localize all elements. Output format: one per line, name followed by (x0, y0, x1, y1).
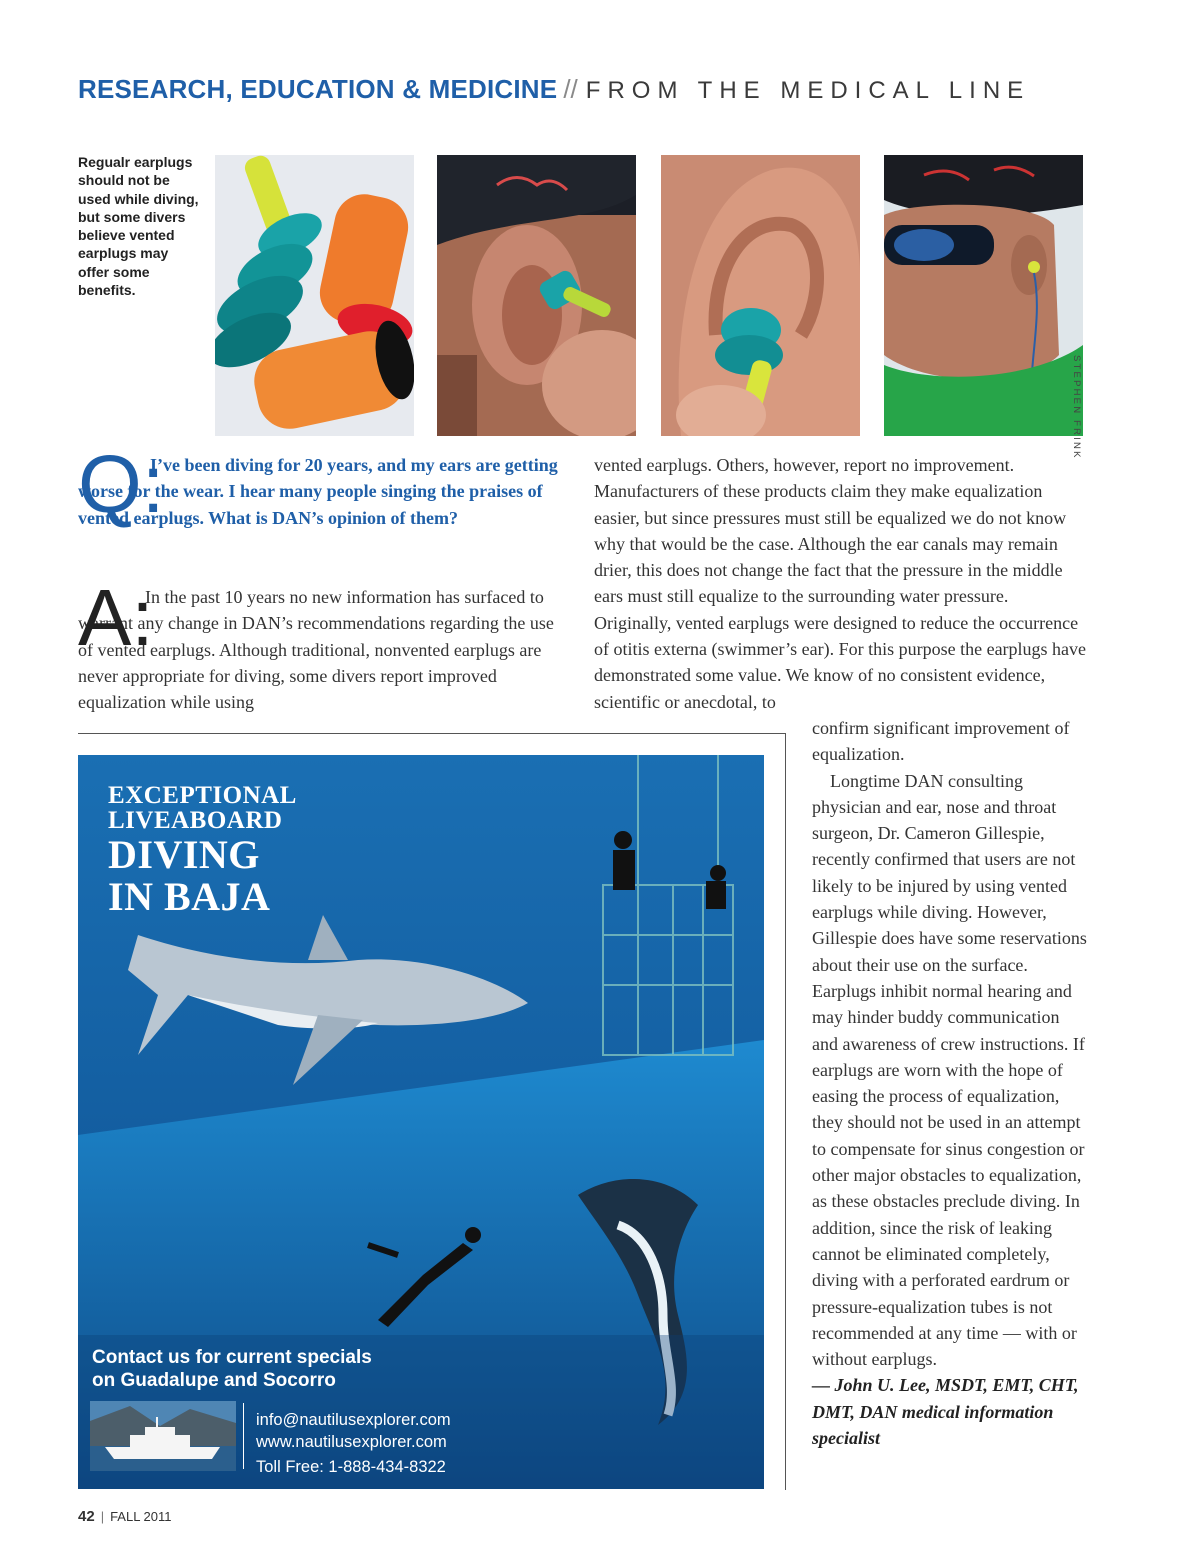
subsection-title: FROM THE MEDICAL LINE (585, 77, 1031, 104)
page-number: 42 (78, 1508, 95, 1525)
ad-headline-line2: LIVEABOARD (108, 807, 283, 834)
ad-headline-line4: IN BAJA (108, 874, 271, 919)
ad-border-right (785, 733, 786, 1490)
photo-caption: Regualr earplugs should not be used while diving, but some divers believe vented earplugs may offer some benefits. (78, 154, 199, 299)
advertisement[interactable] (78, 755, 764, 1489)
ad-contact-line2: on Guadalupe and Socorro (92, 1370, 336, 1391)
question-dropcap: Q: (78, 439, 165, 530)
ad-contact-message (92, 1346, 372, 1392)
answer-block (78, 573, 558, 715)
answer-col3 (812, 715, 1088, 1451)
ad-headline-line3: DIVING (108, 832, 260, 877)
header-separator: // (563, 74, 578, 104)
answer-col2 (594, 452, 1088, 715)
ad-contact-info (256, 1409, 451, 1478)
ad-contact-line1: Contact us for current specials (92, 1347, 372, 1368)
ad-border-top (78, 733, 785, 734)
ad-headline (108, 783, 297, 917)
footer-separator: | (100, 1509, 105, 1524)
answer-dropcap: A: (78, 573, 154, 662)
ad-website-link[interactable]: www.nautilusexplorer.com (256, 1433, 447, 1451)
ad-contact-divider (243, 1403, 244, 1469)
question-block (78, 439, 558, 531)
photo-credit: STEPHEN FRINK (1071, 355, 1082, 460)
ad-email-link[interactable]: info@nautilusexplorer.com (256, 1411, 451, 1429)
ad-phone: Toll Free: 1-888-434-8322 (256, 1458, 446, 1476)
answer-col1-text: In the past 10 years no new information has surfaced to warrant any change in DAN’s recommendations regarding the use of vented earplugs. Although traditional, nonvented earplugs are never appropriate for diving, some divers report improved equalization while using (78, 587, 554, 713)
answer-col2-text: vented earplugs. Others, however, report no improvement. Manufacturers of these products claim they make equalization easier, but since pressures must still be equalized we do not know why that would be the case. Although the ear canals may remain drier, this does not change the fact that the pressure in the middle ears must still equalize to the surrounding water pressure. Originally, vented earplugs were designed to reduce the occurrence of otitis externa (swimmer’s ear). For this purpose the earplugs have demonstrated some value. We know of no consistent evidence, scientific or anecdotal, to (594, 455, 1087, 712)
question-text: I’ve been diving for 20 years, and my ears are getting worse for the wear. I hear many people singing the praises of vented earplugs. What is DAN’s opinion of them? (78, 455, 558, 528)
page-footer (78, 1508, 172, 1525)
answer-col3-text-2: Longtime DAN consulting physician and ear, nose and throat surgeon, Dr. Cameron Gillespie, recently confirmed that users are not likely to be injured by using vented earplugs while diving. However, Gillespie does have some reservations about their use on the surface. Earplugs inhibit normal hearing and may hinder buddy communication and awareness of crew instructions. If earplugs are worn with the hope of easing the process of equalization, they should not be used in an attempt to compensate for sinus congestion or other major obstacles to equalization, as these obstacles preclude diving. In addition, since the risk of leaking cannot be eliminated completely, diving with a perforated eardrum or pressure-equalization tubes is not recommended at any time — with or without earplugs. (812, 770, 1087, 1370)
issue-label: FALL 2011 (110, 1509, 172, 1524)
section-title: RESEARCH, EDUCATION & MEDICINE (78, 74, 558, 104)
ad-headline-line1: EXCEPTIONAL (108, 782, 297, 809)
photo-ear-closeup (661, 155, 860, 436)
photo-earplugs (215, 155, 414, 436)
author-signature: — John U. Lee, MSDT, EMT, CHT, DMT, DAN medical information specialist (812, 1375, 1079, 1449)
photo-diver-earplug (884, 155, 1083, 436)
section-header (78, 74, 1030, 105)
answer-col3-text-1: confirm significant improvement of equalization. (812, 718, 1070, 765)
photo-ear-insert (437, 155, 636, 436)
boat-image (90, 1401, 236, 1471)
